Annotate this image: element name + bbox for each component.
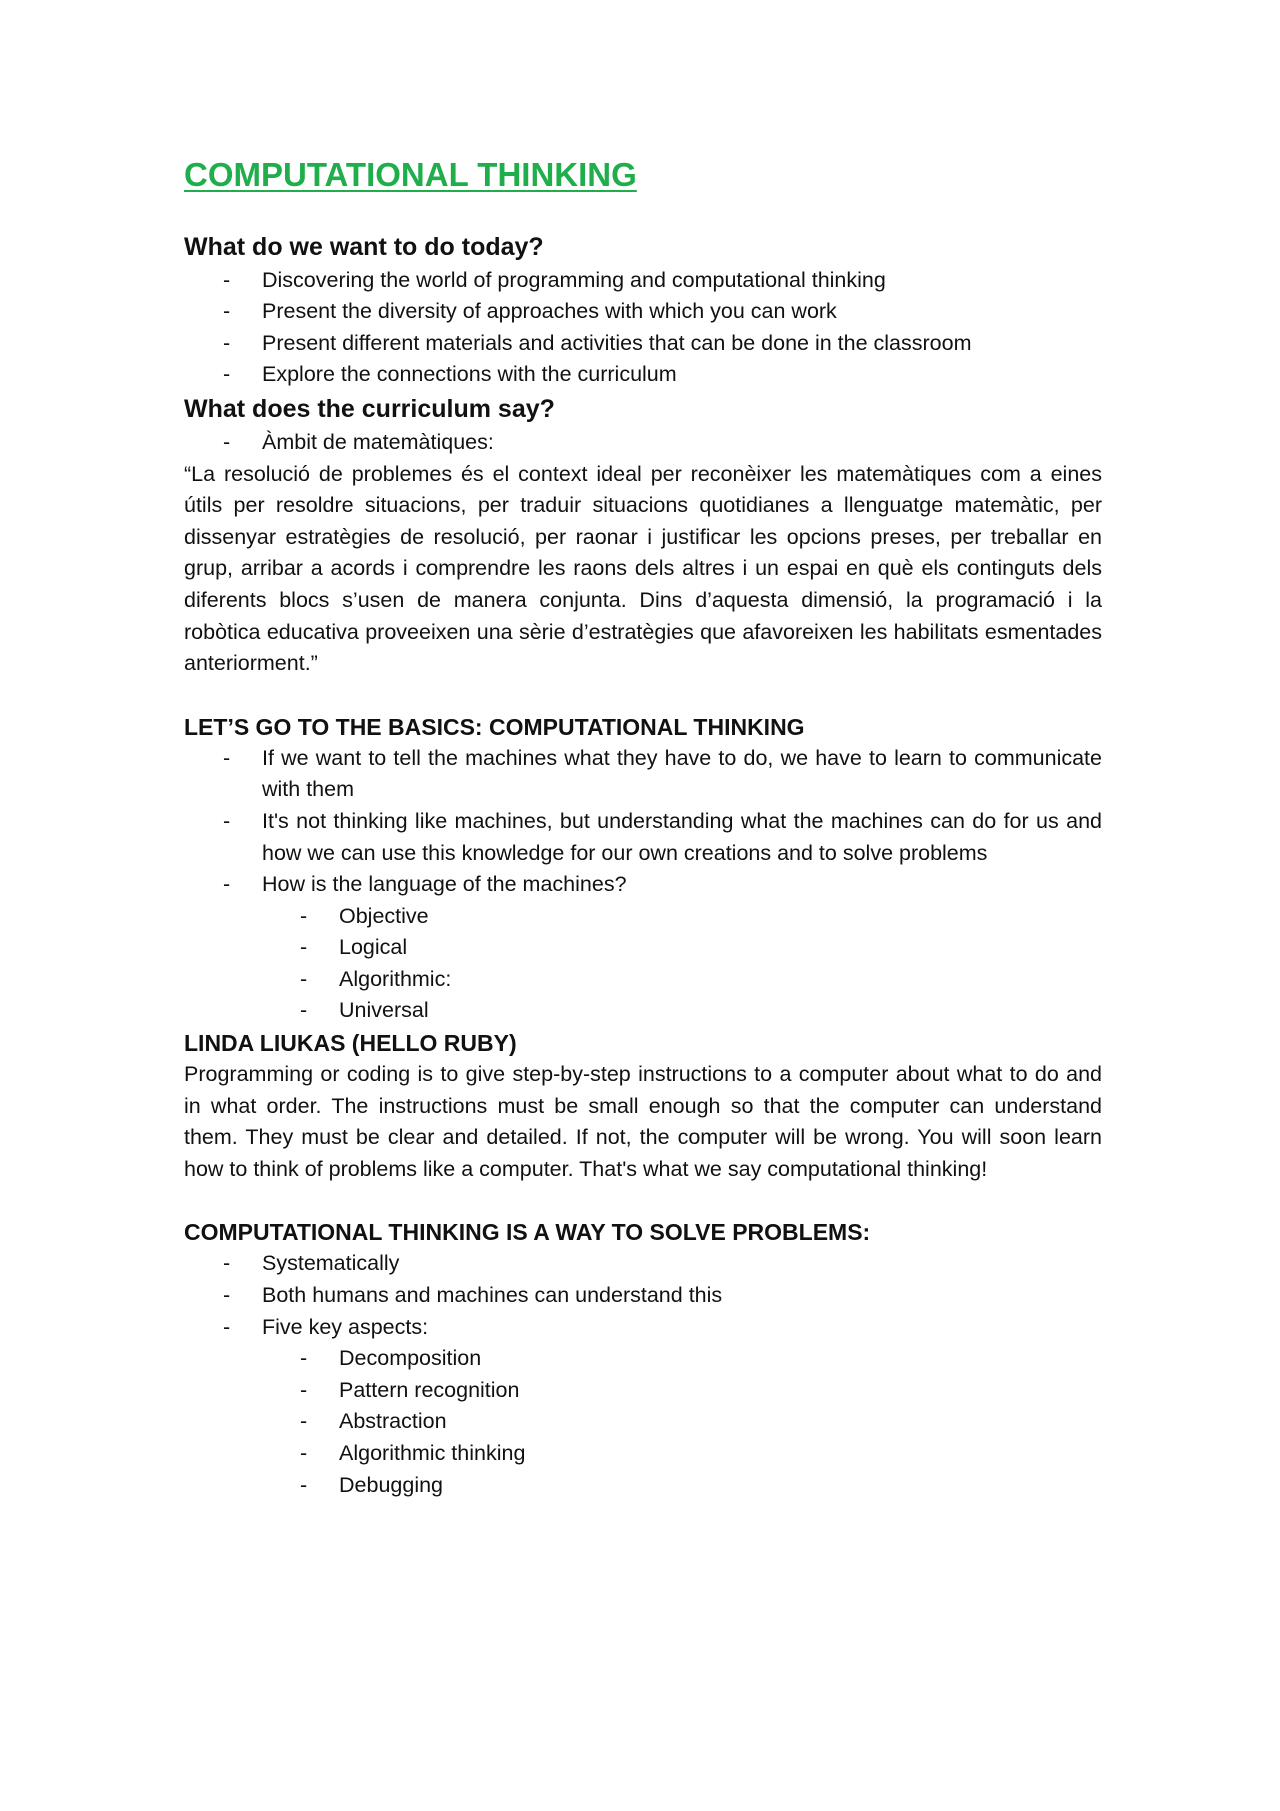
list-item: - Both humans and machines can understand this — [184, 1280, 1102, 1312]
list-today — [184, 265, 1102, 391]
dash-bullet: - — [300, 998, 308, 1023]
list-item: - Universal — [184, 995, 1102, 1027]
list-item: - If we want to tell the machines what they have to do, we have to learn to communicate with them — [184, 743, 1102, 806]
list-item: - Explore the connections with the curriculum — [184, 359, 1102, 391]
list-item: - Algorithmic: — [184, 964, 1102, 996]
heading-solve: COMPUTATIONAL THINKING IS A WAY TO SOLVE PROBLEMS: — [184, 1219, 871, 1246]
dash-bullet: - — [223, 1251, 231, 1276]
spacer — [184, 680, 1102, 711]
list-item: - It's not thinking like machines, but understanding what the machines can do for us and how we can use this knowledge for our own creations and to solve problems — [184, 806, 1102, 869]
dash-bullet: - — [223, 1283, 231, 1308]
list-solve-sub — [184, 1343, 1102, 1501]
list-item: - Algorithmic thinking — [184, 1438, 1102, 1470]
heading-today: What do we want to do today? — [184, 232, 544, 261]
dash-bullet: - — [300, 1377, 308, 1402]
list-item: - Present different materials and activities that can be done in the classroom — [184, 328, 1102, 360]
page-title: COMPUTATIONAL THINKING — [184, 156, 637, 193]
dash-bullet: - — [223, 299, 231, 324]
list-item: - Objective — [184, 901, 1102, 933]
list-basics — [184, 743, 1102, 901]
list-item: - Pattern recognition — [184, 1375, 1102, 1407]
dash-bullet: - — [300, 1472, 308, 1497]
spacer — [184, 1185, 1102, 1216]
dash-bullet: - — [223, 1314, 231, 1339]
heading-linda: LINDA LIUKAS (HELLO RUBY) — [184, 1030, 517, 1057]
dash-bullet: - — [223, 330, 231, 355]
list-item: - Logical — [184, 932, 1102, 964]
list-item: - Systematically — [184, 1248, 1102, 1280]
list-basics-sub — [184, 901, 1102, 1027]
dash-bullet: - — [223, 745, 231, 770]
dash-bullet: - — [300, 1409, 308, 1434]
list-item: - How is the language of the machines? — [184, 869, 1102, 901]
list-curriculum — [184, 427, 1102, 459]
dash-bullet: - — [300, 1346, 308, 1371]
curriculum-quote: “La resolució de problemes és el context ideal per reconèixer les matemàtiques com a eines útils per resoldre situacions, per traduir situacions quotidianes a llenguatge matemàtic, per dissenyar estratègies de resolució, per raonar i justificar les opcions preses, per treballar en grup, arribar a acords i comprendre les raons dels altres i un espai en què els continguts dels diferents blocs s’usen de manera conjunta. Dins d’aquesta dimensió, la programació i la robòtica educativa proveeixen una sèrie d’estratègies que afavoreixen les habilitats esmentades anteriorment.” — [184, 461, 1102, 676]
list-item: - Àmbit de matemàtiques: — [184, 427, 1102, 459]
list-item: - Five key aspects: — [184, 1312, 1102, 1344]
dash-bullet: - — [223, 267, 231, 292]
list-solve — [184, 1248, 1102, 1343]
list-item: - Present the diversity of approaches with which you can work — [184, 296, 1102, 328]
dash-bullet: - — [300, 935, 308, 960]
list-item: - Debugging — [184, 1470, 1102, 1502]
heading-basics: LET’S GO TO THE BASICS: COMPUTATIONAL THINKING — [184, 713, 805, 740]
list-item: - Decomposition — [184, 1343, 1102, 1375]
dash-bullet: - — [223, 362, 231, 387]
linda-paragraph: Programming or coding is to give step-by-step instructions to a computer about what to do and in what order. The instructions must be small enough so that the computer can understand them. They must be clear and detailed. If not, the computer will be wrong. You will soon learn how to think of problems like a computer. That's what we say computational thinking! — [184, 1062, 1102, 1181]
heading-curriculum: What does the curriculum say? — [184, 394, 555, 423]
dash-bullet: - — [300, 903, 308, 928]
dash-bullet: - — [223, 808, 231, 833]
list-item: - Abstraction — [184, 1406, 1102, 1438]
dash-bullet: - — [223, 429, 231, 454]
dash-bullet: - — [300, 966, 308, 991]
dash-bullet: - — [223, 872, 231, 897]
list-item: - Discovering the world of programming and computational thinking — [184, 265, 1102, 297]
dash-bullet: - — [300, 1441, 308, 1465]
